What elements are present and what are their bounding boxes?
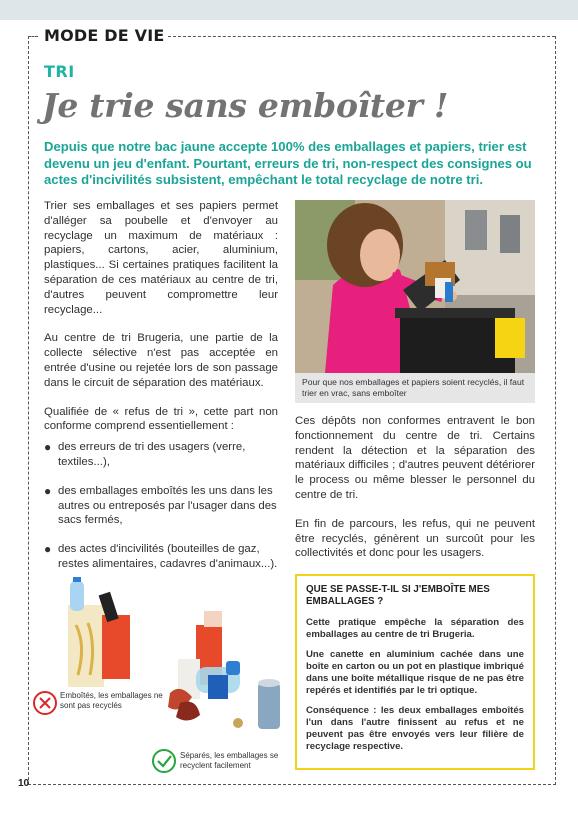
label-separated-recycled: Séparés, les emballages se recyclent facilement	[180, 751, 279, 770]
packaging-illustration	[30, 575, 290, 775]
page-top-band	[0, 0, 578, 20]
info-box-heading: QUE SE PASSE-T-IL SI J'EMBOÎTE MES EMBALLAGES ?	[306, 584, 490, 607]
list-item	[44, 440, 278, 470]
info-box-paragraph-2: Une canette en aluminium cachée dans une boîte en carton ou un pot en plastique imbriqué dans une boîte métallique risque de ne pas être repérés et identifiés par le tri optique.	[306, 649, 524, 696]
bullet-text: des erreurs de tri des usagers (verre, textiles...),	[58, 441, 246, 468]
article-title: Je trie sans emboîter !	[42, 86, 449, 125]
left-column	[44, 199, 278, 586]
bullet-text: des actes d'incivilités (bouteilles de gaz, restes alimentaires, cadavres d'animaux...).	[58, 543, 278, 570]
right-paragraph-2: En fin de parcours, les refus, qui ne peuvent être recyclés, génèrent un surcoût pour les collectivités et donc pour les usagers.	[295, 517, 535, 560]
cross-circle-icon	[34, 692, 56, 714]
info-box-paragraph-3: Conséquence : les deux emballages emboîtés l'un dans l'autre finissent au refus et ne peuvent pas être envoyés vers leur filière de recyclage respective.	[306, 705, 524, 752]
bullet-dot: ●	[44, 542, 52, 557]
check-circle-icon	[153, 750, 175, 772]
photo-illustration	[295, 200, 535, 373]
photo-caption: Pour que nos emballages et papiers soient recyclés, il faut trier en vrac, sans emboîter	[295, 373, 535, 403]
left-paragraph-1: Trier ses emballages et ses papiers permet d'alléger sa poubelle et d'envoyer au recyclage un maximum de matériaux : papiers, cartons, acier, aluminium, plastiques... Si certaines pratiques facilitent la séparation de ces matériaux au centre de tri, d'autres peuvent compromettre leur recyclage...	[44, 200, 278, 316]
info-box-paragraph-1: Cette pratique empêche la séparation des emballages au centre de tri Brugeria.	[306, 617, 524, 640]
bullet-dot: ●	[44, 440, 52, 455]
left-paragraph-2: Au centre de tri Brugeria, une partie de la collecte sélective n'est pas acceptée en entrée d'usine ou rejetée lors de son passage dans le circuit de séparation des matériaux.	[44, 332, 278, 389]
bullet-text: des emballages emboîtés les uns dans les autres ou entreposés par l'usager dans des sacs fermés,	[58, 484, 277, 527]
left-paragraph-3: Qualifiée de « refus de tri », cette part non conforme comprend essentiellement :	[44, 405, 278, 433]
right-column	[295, 414, 535, 575]
subsection-title: TRI	[44, 62, 75, 81]
label-nested-not-recycled: Emboîtés, les emballages ne sont pas recyclés	[60, 691, 163, 710]
info-box	[295, 574, 535, 770]
lead-paragraph: Depuis que notre bac jaune accepte 100% des emballages et papiers, trier est devenu un jeu d'enfant. Pourtant, erreurs de tri, non-respect des consignes ou actes d'incivilités subsistent, empêchant le total recyclage de notre tri.	[44, 139, 532, 187]
list-item	[44, 484, 278, 528]
right-paragraph-1: Ces dépôts non conformes entravent le bon fonctionnement du centre de tri. Certains rendent la détection et la séparation des matériaux difficiles ; d'autres peuvent détériorer le process ou même blesser le personnel du centre de tri.	[295, 415, 535, 501]
photo-girl-sorting	[295, 200, 535, 373]
bullet-dot: ●	[44, 483, 52, 498]
packaging-drawing	[30, 575, 290, 775]
page-number: 10	[18, 778, 30, 789]
section-title: MODE DE VIE	[44, 26, 165, 45]
list-item	[44, 542, 278, 572]
dashed-frame-top-left	[28, 36, 38, 37]
dashed-frame-top	[168, 36, 555, 37]
